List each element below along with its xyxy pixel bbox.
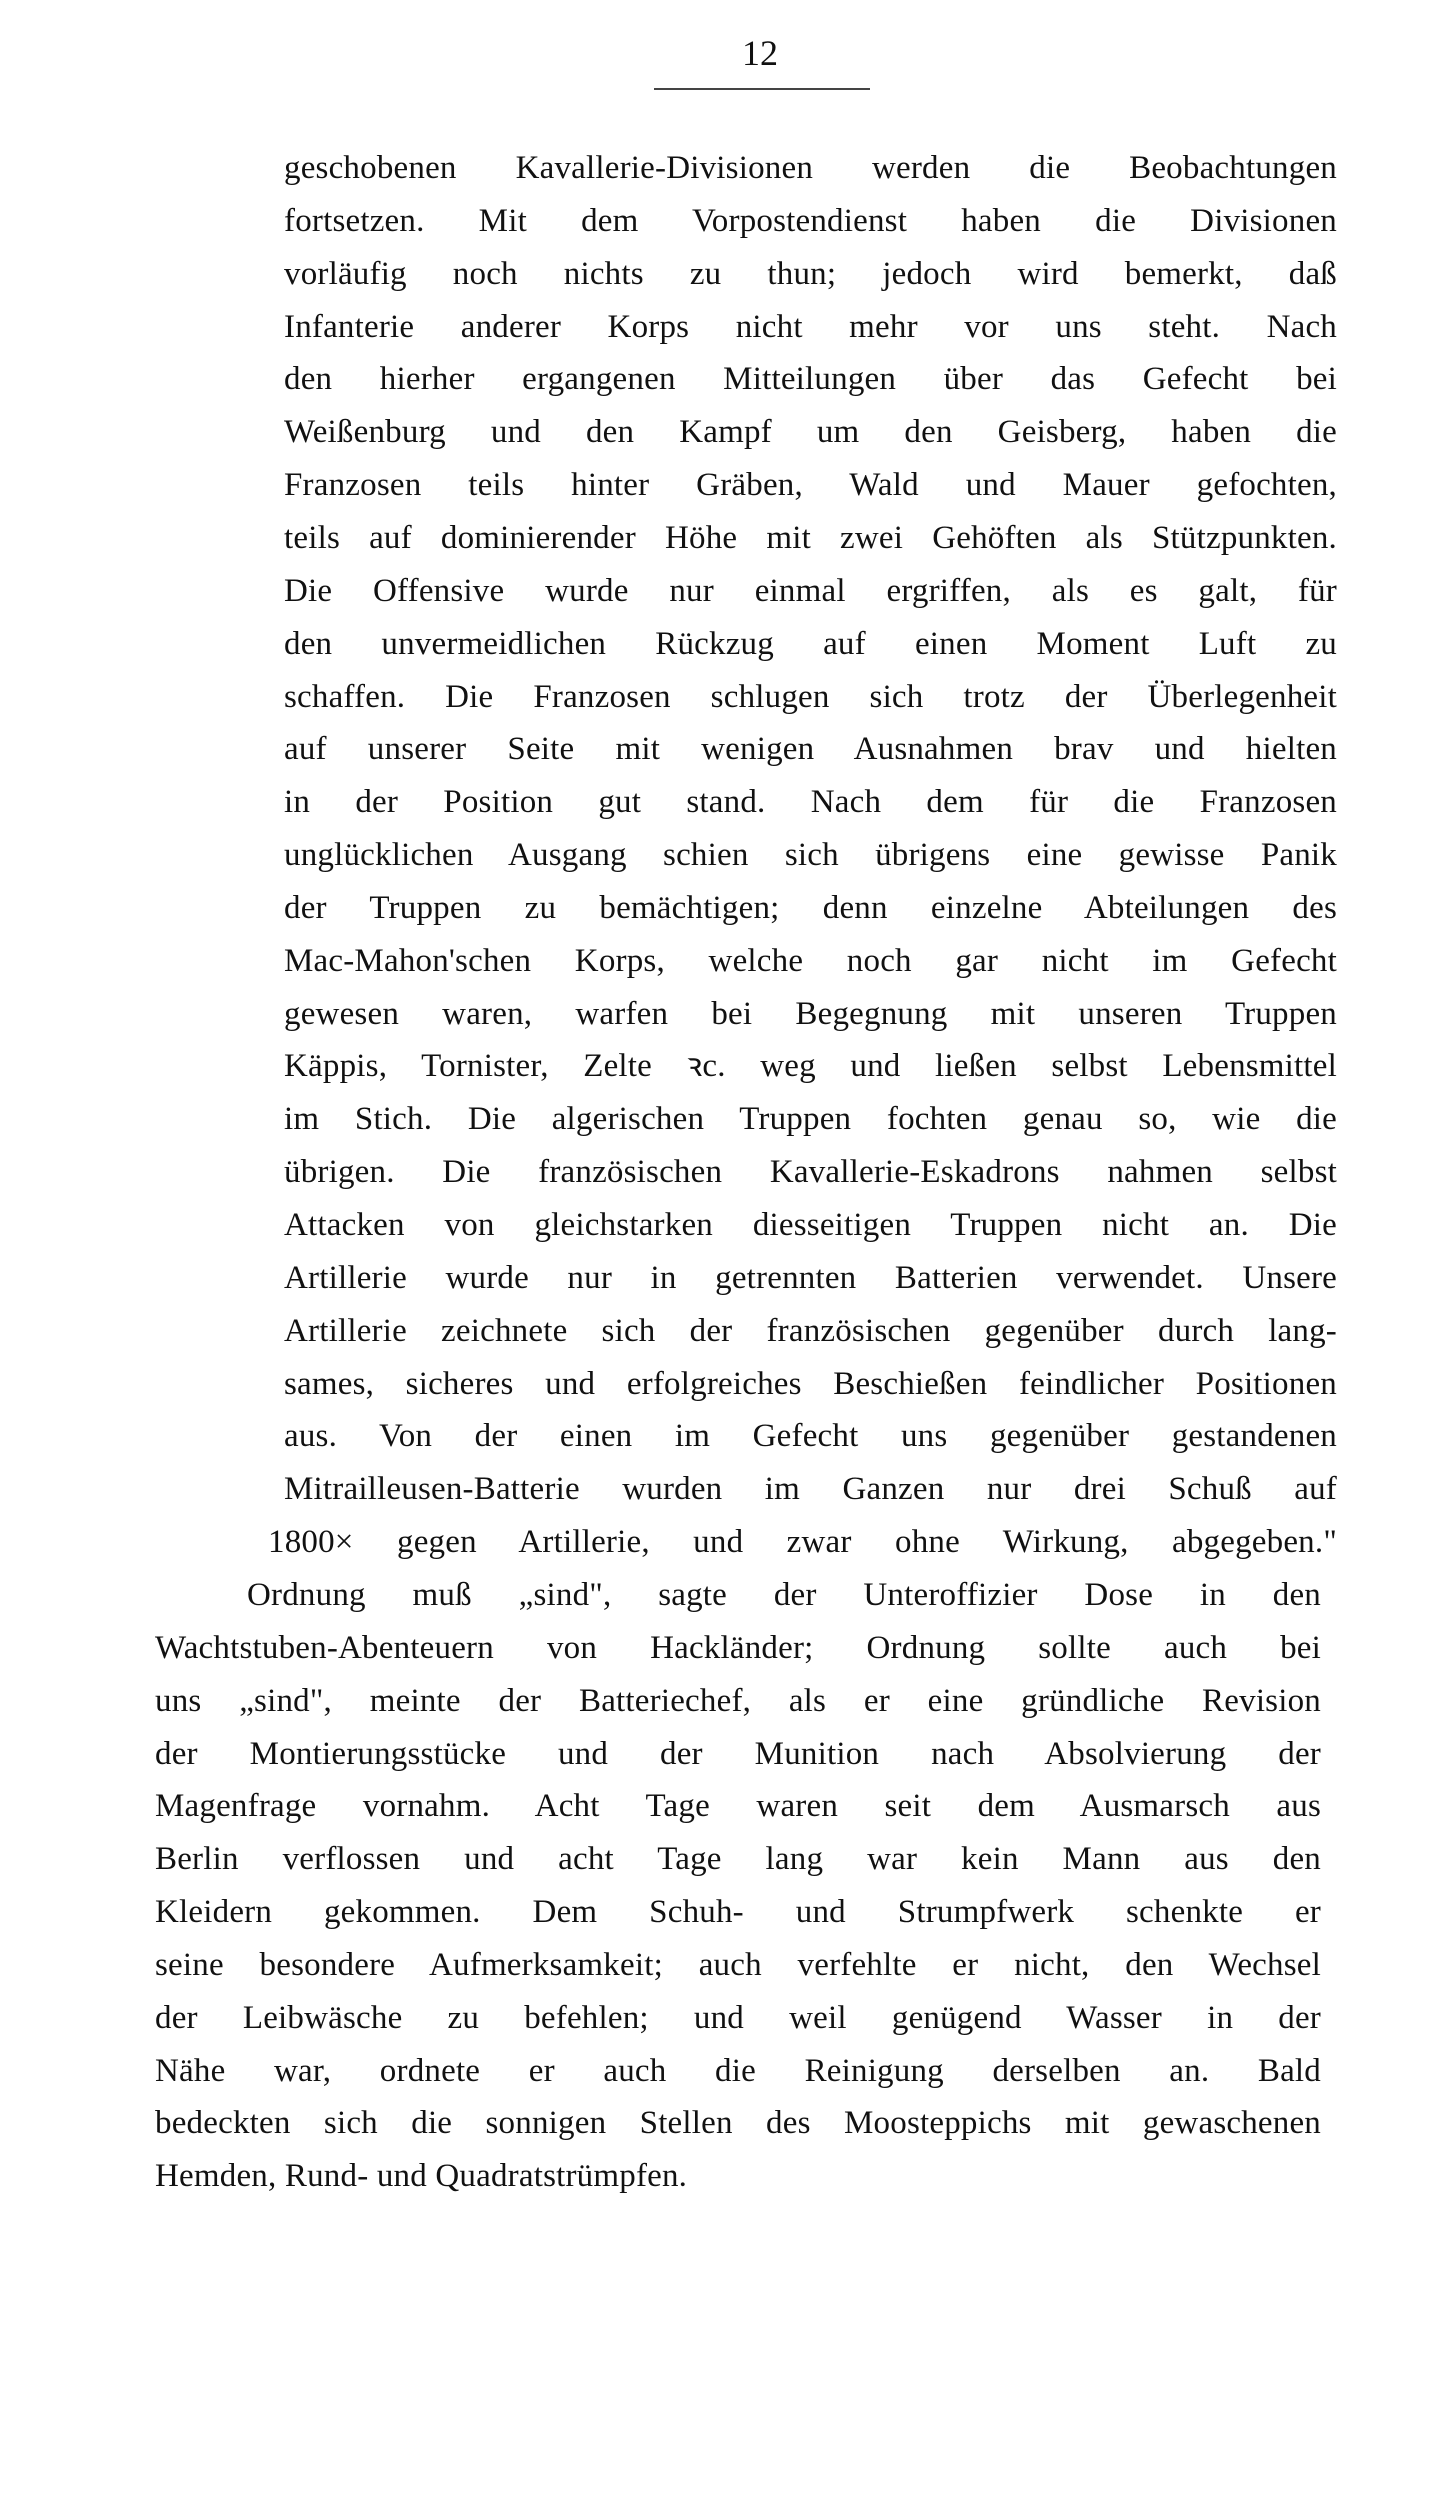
quote-line: auf unserer Seite mit wenigen Ausnahmen brav und hielten <box>284 731 1337 768</box>
page-number: 12 <box>742 33 778 73</box>
quote-line: Infanterie anderer Korps nicht mehr vor uns steht. Nach <box>284 308 1337 345</box>
paragraph-line: bedeckten sich die sonnigen Stellen des Moosteppichs mit gewaschenen <box>155 2105 1321 2142</box>
quote-line: 1800× gegen Artillerie, und zwar ohne Wirkung, abgegeben." <box>268 1524 1337 1561</box>
paragraph-line: der Montierungsstücke und der Munition nach Absolvierung der <box>155 1735 1321 1772</box>
quote-line: Franzosen teils hinter Gräben, Wald und Mauer gefochten, <box>284 467 1337 504</box>
quote-line: fortsetzen. Mit dem Vorpostendienst haben die Divisionen <box>284 202 1337 239</box>
quote-line: Attacken von gleichstarken diesseitigen Truppen nicht an. Die <box>284 1207 1337 1243</box>
paragraph-line: Ordnung muß „sind", sagte der Unteroffizier Dose in den <box>247 1576 1321 1613</box>
quote-line: Weißenburg und den Kampf um den Geisberg, haben die <box>284 414 1337 451</box>
quote-line: den unvermeidlichen Rückzug auf einen Moment Luft zu <box>284 625 1337 662</box>
quote-line: vorläufig noch nichts zu thun; jedoch wird bemerkt, daß <box>284 255 1337 292</box>
paragraph-line: seine besondere Aufmerksamkeit; auch verfehlte er nicht, den Wechsel <box>155 1946 1321 1983</box>
header-rule <box>654 88 870 90</box>
quote-line: geschobenen Kavallerie-Divisionen werden die Beobachtungen <box>284 150 1337 186</box>
paragraph-line: der Leibwäsche zu befehlen; und weil genügend Wasser in der <box>155 1999 1321 2036</box>
paragraph-line: Wachtstuben-Abenteuern von Hackländer; Ordnung sollte auch bei <box>155 1629 1321 1666</box>
paragraph-line: Nähe war, ordnete er auch die Reinigung derselben an. Bald <box>155 2052 1321 2089</box>
paragraph-line: Hemden, Rund- und Quadratstrümpfen. <box>155 2158 688 2195</box>
quote-line: in der Position gut stand. Nach dem für die Franzosen <box>284 784 1337 821</box>
quote-line: teils auf dominierender Höhe mit zwei Gehöften als Stützpunkten. <box>284 519 1337 556</box>
quote-line: unglücklichen Ausgang schien sich übrigens eine gewisse Panik <box>284 837 1337 874</box>
quote-line: Artillerie zeichnete sich der französischen gegenüber durch lang- <box>284 1312 1337 1349</box>
paragraph-line: Kleidern gekommen. Dem Schuh- und Strumpfwerk schenkte er <box>155 1894 1321 1931</box>
quote-line: Die Offensive wurde nur einmal ergriffen, als es galt, für <box>284 572 1337 609</box>
quote-line: sames, sicheres und erfolgreiches Beschießen feindlicher Positionen <box>284 1365 1337 1402</box>
paragraph-line: uns „sind", meinte der Batteriechef, als er eine gründliche Revision <box>155 1682 1321 1719</box>
quote-line: Käppis, Tornister, Zelte ꝛc. weg und ließen selbst Lebensmittel <box>284 1048 1337 1085</box>
quote-line: übrigen. Die französischen Kavallerie-Eskadrons nahmen selbst <box>284 1154 1337 1191</box>
quote-line: aus. Von der einen im Gefecht uns gegenüber gestandenen <box>284 1418 1337 1455</box>
paragraph-line: Magenfrage vornahm. Acht Tage waren seit dem Ausmarsch aus <box>155 1788 1321 1825</box>
quote-line: Mac-Mahon'schen Korps, welche noch gar nicht im Gefecht <box>284 942 1337 979</box>
quote-line: Artillerie wurde nur in getrennten Batterien verwendet. Unsere <box>284 1259 1337 1296</box>
quote-line: im Stich. Die algerischen Truppen fochten genau so, wie die <box>284 1101 1337 1138</box>
quote-line: gewesen waren, warfen bei Begegnung mit unseren Truppen <box>284 995 1337 1032</box>
paragraph-line: Berlin verflossen und acht Tage lang war kein Mann aus den <box>155 1841 1321 1878</box>
quote-line: Mitrailleusen-Batterie wurden im Ganzen nur drei Schuß auf <box>284 1471 1337 1508</box>
quote-line: den hierher ergangenen Mitteilungen über das Gefecht bei <box>284 361 1337 398</box>
quote-line: schaffen. Die Franzosen schlugen sich trotz der Überlegenheit <box>284 678 1337 715</box>
quote-line: der Truppen zu bemächtigen; denn einzelne Abteilungen des <box>284 889 1337 926</box>
